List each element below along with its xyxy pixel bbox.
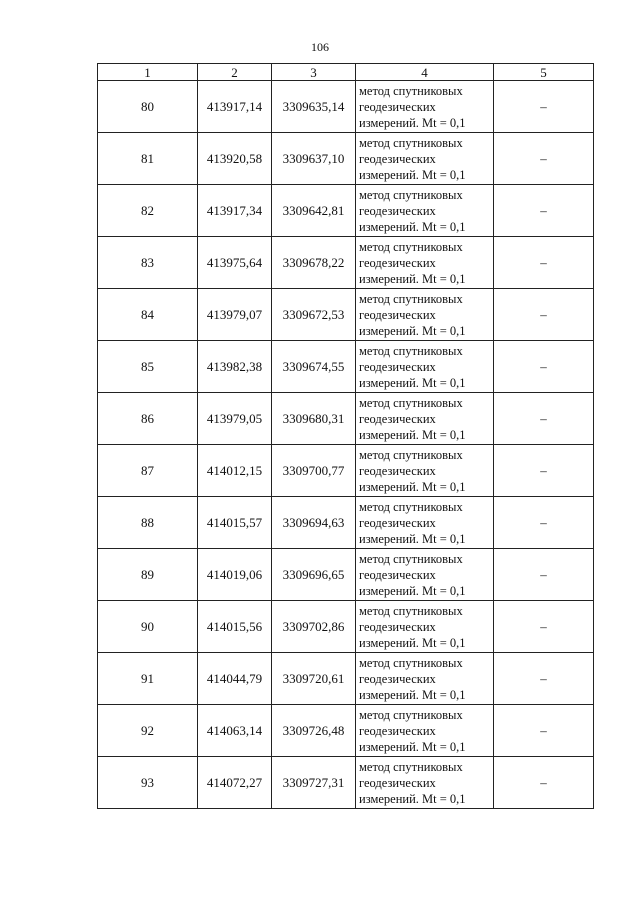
table-row: [98, 237, 594, 289]
x-coordinate-cell: 414012,15: [198, 445, 272, 497]
table-row: [98, 705, 594, 757]
y-coordinate-cell: 3309674,55: [272, 341, 356, 393]
y-coordinate-cell: 3309635,14: [272, 81, 356, 133]
table-row: [98, 549, 594, 601]
note-cell: –: [494, 289, 594, 341]
method-cell: метод спутниковых геодезических измерений. Mt = 0,1: [356, 653, 494, 705]
note-cell: –: [494, 445, 594, 497]
column-header-4: 4: [356, 64, 494, 81]
x-coordinate-cell: 414044,79: [198, 653, 272, 705]
method-cell: метод спутниковых геодезических измерений. Mt = 0,1: [356, 757, 494, 809]
method-cell: метод спутниковых геодезических измерений. Mt = 0,1: [356, 445, 494, 497]
x-coordinate-cell: 414015,56: [198, 601, 272, 653]
note-cell: –: [494, 393, 594, 445]
y-coordinate-cell: 3309642,81: [272, 185, 356, 237]
y-coordinate-cell: 3309720,61: [272, 653, 356, 705]
method-cell: метод спутниковых геодезических измерений. Mt = 0,1: [356, 237, 494, 289]
method-cell: метод спутниковых геодезических измерений. Mt = 0,1: [356, 497, 494, 549]
point-number-cell: 88: [98, 497, 198, 549]
point-number-cell: 85: [98, 341, 198, 393]
method-cell: метод спутниковых геодезических измерений. Mt = 0,1: [356, 289, 494, 341]
table-body: [98, 81, 594, 809]
method-cell: метод спутниковых геодезических измерений. Mt = 0,1: [356, 601, 494, 653]
table-row: [98, 497, 594, 549]
note-cell: –: [494, 237, 594, 289]
method-cell: метод спутниковых геодезических измерений. Mt = 0,1: [356, 81, 494, 133]
note-cell: –: [494, 653, 594, 705]
x-coordinate-cell: 413979,07: [198, 289, 272, 341]
point-number-cell: 91: [98, 653, 198, 705]
column-header-3: 3: [272, 64, 356, 81]
x-coordinate-cell: 414019,06: [198, 549, 272, 601]
table-row: [98, 393, 594, 445]
y-coordinate-cell: 3309680,31: [272, 393, 356, 445]
y-coordinate-cell: 3309726,48: [272, 705, 356, 757]
x-coordinate-cell: 413975,64: [198, 237, 272, 289]
method-cell: метод спутниковых геодезических измерений. Mt = 0,1: [356, 133, 494, 185]
x-coordinate-cell: 414072,27: [198, 757, 272, 809]
table-row: [98, 757, 594, 809]
point-number-cell: 86: [98, 393, 198, 445]
point-number-cell: 83: [98, 237, 198, 289]
note-cell: –: [494, 705, 594, 757]
table-row: [98, 341, 594, 393]
note-cell: –: [494, 757, 594, 809]
point-number-cell: 90: [98, 601, 198, 653]
table-row: [98, 185, 594, 237]
point-number-cell: 82: [98, 185, 198, 237]
table-row: [98, 289, 594, 341]
note-cell: –: [494, 185, 594, 237]
column-header-2: 2: [198, 64, 272, 81]
method-cell: метод спутниковых геодезических измерений. Mt = 0,1: [356, 185, 494, 237]
y-coordinate-cell: 3309696,65: [272, 549, 356, 601]
method-cell: метод спутниковых геодезических измерений. Mt = 0,1: [356, 341, 494, 393]
x-coordinate-cell: 414015,57: [198, 497, 272, 549]
y-coordinate-cell: 3309637,10: [272, 133, 356, 185]
method-cell: метод спутниковых геодезических измерений. Mt = 0,1: [356, 393, 494, 445]
point-number-cell: 93: [98, 757, 198, 809]
x-coordinate-cell: 413982,38: [198, 341, 272, 393]
x-coordinate-cell: 413920,58: [198, 133, 272, 185]
note-cell: –: [494, 497, 594, 549]
method-cell: метод спутниковых геодезических измерений. Mt = 0,1: [356, 549, 494, 601]
point-number-cell: 87: [98, 445, 198, 497]
x-coordinate-cell: 414063,14: [198, 705, 272, 757]
table-row: [98, 81, 594, 133]
note-cell: –: [494, 81, 594, 133]
y-coordinate-cell: 3309727,31: [272, 757, 356, 809]
table-row: [98, 133, 594, 185]
y-coordinate-cell: 3309694,63: [272, 497, 356, 549]
point-number-cell: 80: [98, 81, 198, 133]
x-coordinate-cell: 413917,34: [198, 185, 272, 237]
table-header-row: [98, 64, 594, 81]
note-cell: –: [494, 133, 594, 185]
y-coordinate-cell: 3309700,77: [272, 445, 356, 497]
note-cell: –: [494, 549, 594, 601]
point-number-cell: 81: [98, 133, 198, 185]
table-row: [98, 445, 594, 497]
y-coordinate-cell: 3309702,86: [272, 601, 356, 653]
table-row: [98, 601, 594, 653]
page-number: 106: [311, 40, 329, 54]
x-coordinate-cell: 413917,14: [198, 81, 272, 133]
note-cell: –: [494, 601, 594, 653]
x-coordinate-cell: 413979,05: [198, 393, 272, 445]
note-cell: –: [494, 341, 594, 393]
column-header-1: 1: [98, 64, 198, 81]
y-coordinate-cell: 3309678,22: [272, 237, 356, 289]
point-number-cell: 92: [98, 705, 198, 757]
column-header-5: 5: [494, 64, 594, 81]
coordinates-table: [97, 63, 594, 809]
method-cell: метод спутниковых геодезических измерений. Mt = 0,1: [356, 705, 494, 757]
table-row: [98, 653, 594, 705]
y-coordinate-cell: 3309672,53: [272, 289, 356, 341]
point-number-cell: 89: [98, 549, 198, 601]
point-number-cell: 84: [98, 289, 198, 341]
